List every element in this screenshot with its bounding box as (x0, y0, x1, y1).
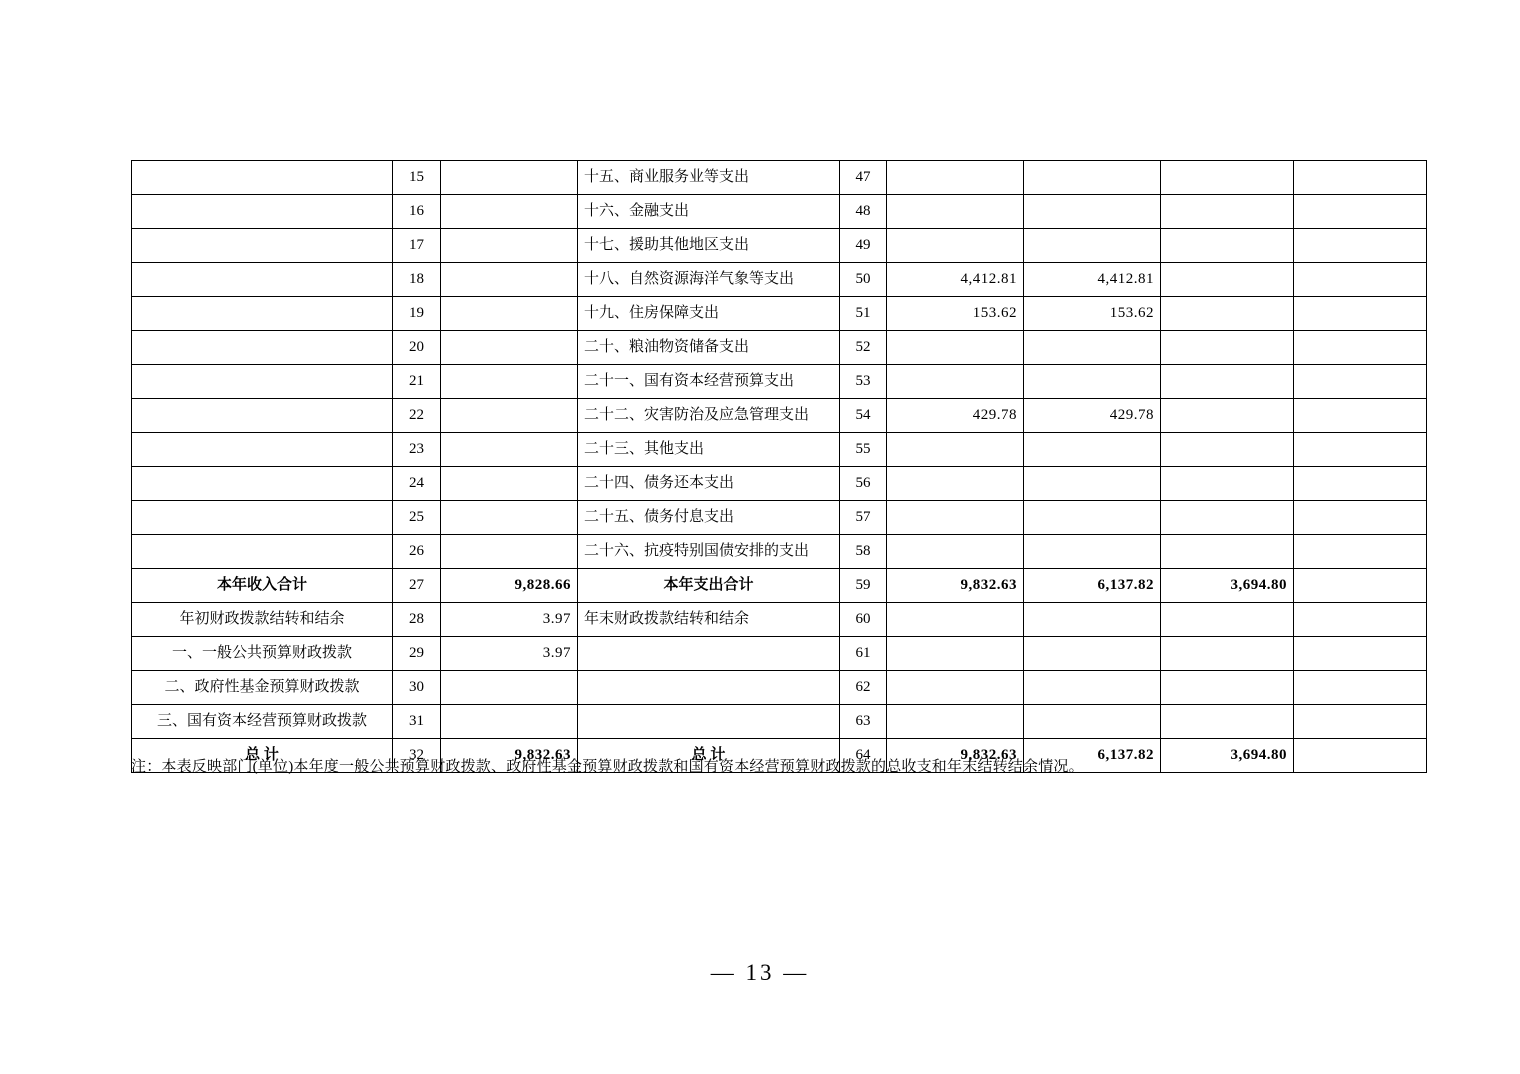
amount-other-cell (1294, 195, 1427, 229)
amount-other-cell (1294, 739, 1427, 773)
left-amount-cell (441, 399, 578, 433)
amount-total-cell (887, 331, 1024, 365)
amount-basic-cell (1024, 501, 1161, 535)
right-label-cell: 十五、商业服务业等支出 (578, 161, 840, 195)
right-label-cell: 二十五、债务付息支出 (578, 501, 840, 535)
amount-other-cell (1294, 569, 1427, 603)
amount-project-cell (1161, 637, 1294, 671)
right-line-number-cell: 52 (840, 331, 887, 365)
left-label-cell (132, 501, 393, 535)
amount-project-cell (1161, 195, 1294, 229)
right-label-cell: 十八、自然资源海洋气象等支出 (578, 263, 840, 297)
left-amount-cell (441, 229, 578, 263)
right-line-number-cell: 63 (840, 705, 887, 739)
amount-other-cell (1294, 229, 1427, 263)
amount-other-cell (1294, 467, 1427, 501)
left-amount-cell: 3.97 (441, 637, 578, 671)
left-amount-cell: 9,832.63 (441, 739, 578, 773)
right-line-number-cell: 49 (840, 229, 887, 263)
amount-basic-cell (1024, 195, 1161, 229)
amount-other-cell (1294, 535, 1427, 569)
right-line-number-cell: 50 (840, 263, 887, 297)
left-label-cell: 本年收入合计 (132, 569, 393, 603)
right-line-number-cell: 56 (840, 467, 887, 501)
amount-total-cell (887, 637, 1024, 671)
amount-project-cell (1161, 603, 1294, 637)
left-amount-cell (441, 195, 578, 229)
amount-total-cell (887, 671, 1024, 705)
amount-total-cell (887, 195, 1024, 229)
left-amount-cell (441, 467, 578, 501)
table-row (132, 297, 1427, 331)
right-label-cell: 二十、粮油物资储备支出 (578, 331, 840, 365)
right-label-cell (578, 671, 840, 705)
right-label-cell: 十七、援助其他地区支出 (578, 229, 840, 263)
amount-project-cell: 3,694.80 (1161, 569, 1294, 603)
right-line-number-cell: 51 (840, 297, 887, 331)
amount-project-cell (1161, 501, 1294, 535)
amount-basic-cell (1024, 671, 1161, 705)
left-line-number-cell: 25 (393, 501, 441, 535)
amount-basic-cell: 429.78 (1024, 399, 1161, 433)
right-line-number-cell: 54 (840, 399, 887, 433)
amount-basic-cell (1024, 433, 1161, 467)
amount-basic-cell (1024, 365, 1161, 399)
left-label-cell (132, 195, 393, 229)
amount-basic-cell: 6,137.82 (1024, 569, 1161, 603)
amount-project-cell (1161, 705, 1294, 739)
right-label-cell (578, 637, 840, 671)
amount-project-cell (1161, 365, 1294, 399)
left-label-cell: 总 计 (132, 739, 393, 773)
left-amount-cell: 3.97 (441, 603, 578, 637)
right-label-cell: 二十四、债务还本支出 (578, 467, 840, 501)
left-label-cell (132, 467, 393, 501)
left-label-cell: 年初财政拨款结转和结余 (132, 603, 393, 637)
right-line-number-cell: 57 (840, 501, 887, 535)
left-line-number-cell: 30 (393, 671, 441, 705)
amount-basic-cell: 6,137.82 (1024, 739, 1161, 773)
left-line-number-cell: 15 (393, 161, 441, 195)
left-line-number-cell: 27 (393, 569, 441, 603)
amount-project-cell (1161, 229, 1294, 263)
left-amount-cell (441, 501, 578, 535)
amount-basic-cell (1024, 637, 1161, 671)
amount-project-cell (1161, 433, 1294, 467)
left-line-number-cell: 23 (393, 433, 441, 467)
left-line-number-cell: 28 (393, 603, 441, 637)
table-body (132, 161, 1427, 773)
left-label-cell (132, 535, 393, 569)
amount-total-cell (887, 467, 1024, 501)
table-row (132, 501, 1427, 535)
left-line-number-cell: 19 (393, 297, 441, 331)
page-number: — 13 — (710, 960, 810, 985)
left-label-cell: 三、国有资本经营预算财政拨款 (132, 705, 393, 739)
amount-basic-cell (1024, 161, 1161, 195)
left-label-cell (132, 161, 393, 195)
table-row (132, 671, 1427, 705)
left-label-cell: 二、政府性基金预算财政拨款 (132, 671, 393, 705)
table-row (132, 535, 1427, 569)
right-label-cell: 十六、金融支出 (578, 195, 840, 229)
table-row (132, 705, 1427, 739)
table-row (132, 263, 1427, 297)
right-line-number-cell: 59 (840, 569, 887, 603)
left-line-number-cell: 17 (393, 229, 441, 263)
amount-project-cell (1161, 331, 1294, 365)
amount-basic-cell (1024, 467, 1161, 501)
amount-total-cell (887, 603, 1024, 637)
amount-other-cell (1294, 161, 1427, 195)
amount-project-cell (1161, 161, 1294, 195)
left-line-number-cell: 24 (393, 467, 441, 501)
amount-total-cell (887, 433, 1024, 467)
left-line-number-cell: 31 (393, 705, 441, 739)
amount-basic-cell: 153.62 (1024, 297, 1161, 331)
amount-basic-cell (1024, 603, 1161, 637)
amount-other-cell (1294, 671, 1427, 705)
amount-other-cell (1294, 263, 1427, 297)
right-label-cell: 十九、住房保障支出 (578, 297, 840, 331)
amount-total-cell (887, 535, 1024, 569)
left-label-cell (132, 263, 393, 297)
amount-total-cell: 153.62 (887, 297, 1024, 331)
left-label-cell: 一、一般公共预算财政拨款 (132, 637, 393, 671)
left-amount-cell (441, 705, 578, 739)
right-label-cell: 年末财政拨款结转和结余 (578, 603, 840, 637)
right-line-number-cell: 58 (840, 535, 887, 569)
right-line-number-cell: 60 (840, 603, 887, 637)
amount-project-cell: 3,694.80 (1161, 739, 1294, 773)
amount-other-cell (1294, 399, 1427, 433)
amount-project-cell (1161, 399, 1294, 433)
amount-other-cell (1294, 501, 1427, 535)
amount-total-cell: 4,412.81 (887, 263, 1024, 297)
left-amount-cell: 9,828.66 (441, 569, 578, 603)
left-line-number-cell: 20 (393, 331, 441, 365)
left-amount-cell (441, 263, 578, 297)
amount-total-cell: 429.78 (887, 399, 1024, 433)
amount-project-cell (1161, 467, 1294, 501)
left-line-number-cell: 22 (393, 399, 441, 433)
table-row (132, 365, 1427, 399)
right-line-number-cell: 47 (840, 161, 887, 195)
amount-project-cell (1161, 535, 1294, 569)
right-label-cell (578, 705, 840, 739)
table-row (132, 569, 1427, 603)
amount-total-cell (887, 501, 1024, 535)
amount-basic-cell: 4,412.81 (1024, 263, 1161, 297)
amount-total-cell (887, 229, 1024, 263)
amount-total-cell (887, 365, 1024, 399)
right-line-number-cell: 61 (840, 637, 887, 671)
amount-project-cell (1161, 263, 1294, 297)
right-line-number-cell: 64 (840, 739, 887, 773)
left-label-cell (132, 297, 393, 331)
right-label-cell: 总 计 (578, 739, 840, 773)
table-row (132, 195, 1427, 229)
amount-other-cell (1294, 297, 1427, 331)
left-amount-cell (441, 433, 578, 467)
left-label-cell (132, 229, 393, 263)
amount-basic-cell (1024, 331, 1161, 365)
amount-other-cell (1294, 637, 1427, 671)
left-amount-cell (441, 161, 578, 195)
amount-total-cell (887, 705, 1024, 739)
left-amount-cell (441, 297, 578, 331)
amount-basic-cell (1024, 229, 1161, 263)
left-line-number-cell: 32 (393, 739, 441, 773)
table-row (132, 467, 1427, 501)
right-label-cell: 二十三、其他支出 (578, 433, 840, 467)
table-row (132, 399, 1427, 433)
left-amount-cell (441, 331, 578, 365)
amount-other-cell (1294, 331, 1427, 365)
table-row (132, 637, 1427, 671)
right-line-number-cell: 53 (840, 365, 887, 399)
left-line-number-cell: 16 (393, 195, 441, 229)
amount-other-cell (1294, 705, 1427, 739)
right-line-number-cell: 62 (840, 671, 887, 705)
amount-total-cell: 9,832.63 (887, 739, 1024, 773)
left-label-cell (132, 399, 393, 433)
amount-project-cell (1161, 297, 1294, 331)
left-line-number-cell: 18 (393, 263, 441, 297)
table-row (132, 603, 1427, 637)
table-note: 注：本表反映部门(单位)本年度一般公共预算财政拨款、政府性基金预算财政拨款和国有资本经营预算财政拨款的总收支和年末结转结余情况。 (131, 759, 1084, 775)
amount-other-cell (1294, 603, 1427, 637)
left-amount-cell (441, 365, 578, 399)
amount-basic-cell (1024, 705, 1161, 739)
right-line-number-cell: 55 (840, 433, 887, 467)
table-row (132, 331, 1427, 365)
amount-total-cell (887, 161, 1024, 195)
left-line-number-cell: 29 (393, 637, 441, 671)
left-line-number-cell: 26 (393, 535, 441, 569)
amount-other-cell (1294, 433, 1427, 467)
amount-basic-cell (1024, 535, 1161, 569)
right-line-number-cell: 48 (840, 195, 887, 229)
amount-other-cell (1294, 365, 1427, 399)
financial-allocation-table (131, 160, 1427, 773)
table-row (132, 161, 1427, 195)
left-amount-cell (441, 671, 578, 705)
table-row (132, 433, 1427, 467)
right-label-cell: 二十六、抗疫特别国债安排的支出 (578, 535, 840, 569)
left-label-cell (132, 365, 393, 399)
right-label-cell: 二十二、灾害防治及应急管理支出 (578, 399, 840, 433)
left-amount-cell (441, 535, 578, 569)
table-row (132, 229, 1427, 263)
amount-project-cell (1161, 671, 1294, 705)
amount-total-cell: 9,832.63 (887, 569, 1024, 603)
left-label-cell (132, 331, 393, 365)
right-label-cell: 二十一、国有资本经营预算支出 (578, 365, 840, 399)
left-line-number-cell: 21 (393, 365, 441, 399)
left-label-cell (132, 433, 393, 467)
right-label-cell: 本年支出合计 (578, 569, 840, 603)
